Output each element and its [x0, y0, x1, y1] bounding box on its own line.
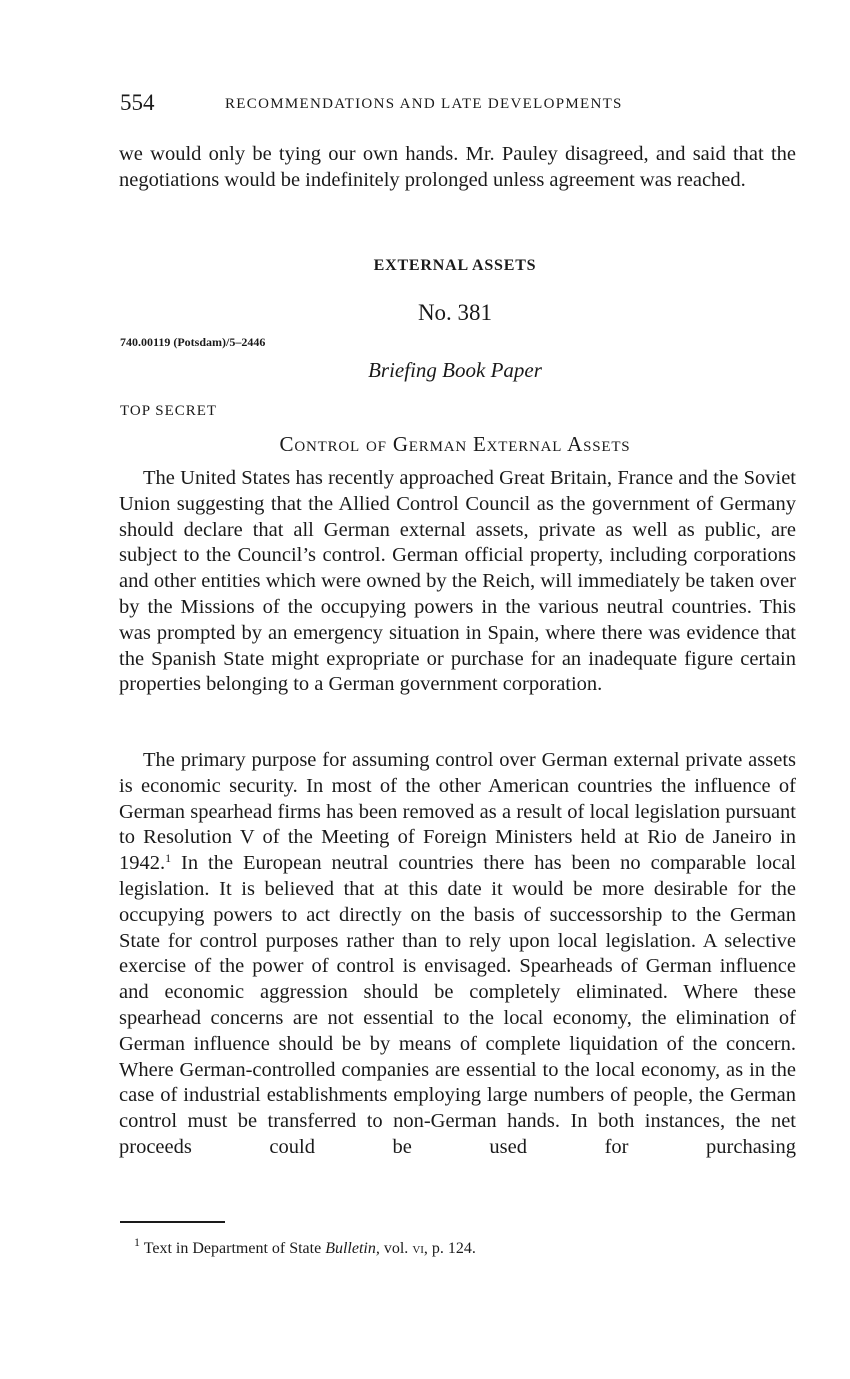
file-reference: 740.00119 (Potsdam)/5–2446	[120, 335, 266, 349]
document-number: No. 381	[417, 300, 493, 325]
document-type: Briefing Book Paper	[368, 358, 542, 382]
running-head	[120, 90, 800, 120]
running-title: RECOMMENDATIONS AND LATE DEVELOPMENTS	[225, 96, 623, 112]
page-number: 554	[120, 90, 155, 115]
footnote-reference: 1	[165, 851, 172, 866]
footnote-text-3: , p. 124.	[423, 1240, 476, 1257]
paper-title: Control of German External Assets	[279, 432, 631, 456]
paragraph-2-part-1: The primary purpose for assuming control over German external private assets is economic security. In most of the other American countries the influence of German spearhead firms has been removed as a result of local legislation pursuant to Resolution V of the Meeting of Foreign Ministers held at Rio de Janeiro in 1942.	[119, 749, 796, 875]
footnote-publication: Bulletin,	[325, 1240, 380, 1257]
classification-label: TOP SECRET	[120, 403, 218, 419]
footnote-divider	[120, 1221, 225, 1223]
footnote-mark: 1	[134, 1235, 140, 1249]
section-title: EXTERNAL ASSETS	[373, 257, 537, 274]
footnote	[134, 1235, 476, 1258]
footnote-text-2: vol.	[379, 1240, 413, 1257]
continuation-paragraph: we would only be tying our own hands. Mr. Pauley disagreed, and said that the negotiations would be indefinitely prolonged unless agreement was reached.	[119, 143, 796, 191]
body-paragraph-1: The United States has recently approached Great Britain, France and the Soviet Union suggesting that the Allied Control Council as the government of Germany should declare that all German external assets, private as well as public, are subject to the Council’s control. German official property, including corporations and other entities which were owned by the Reich, will immediately be taken over by the Missions of the occupying powers in the various neutral countries. This was prompted by an emergency situation in Spain, where there was evidence that the Spanish State might expropriate or purchase for an inadequate figure certain properties belonging to a German government corporation.	[119, 467, 796, 696]
footnote-text-1: Text in Department of State	[140, 1240, 326, 1257]
paragraph-2-part-2: In the European neutral countries there has been no comparable local legislation. It is believed that at this date it would be more desirable for the occupying powers to act directly on the basis of successorship to the German State for control purposes rather than to rely upon local legislation. A selective exercise of the power of control is envisaged. Spearheads of German influence and economic aggression should be completely eliminated. Where these spearhead concerns are not essential to the local economy, the elimination of German influence should be by means of complete liquidation of the concern. Where German-controlled companies are essential to the local economy, as in the case of industrial establishments employing large numbers of people, the German control must be transferred to non-German hands. In both instances, the net proceeds could be used for purchasing	[119, 852, 796, 1158]
footnote-volume: vi	[412, 1240, 424, 1257]
body-paragraph-2	[119, 748, 796, 1161]
